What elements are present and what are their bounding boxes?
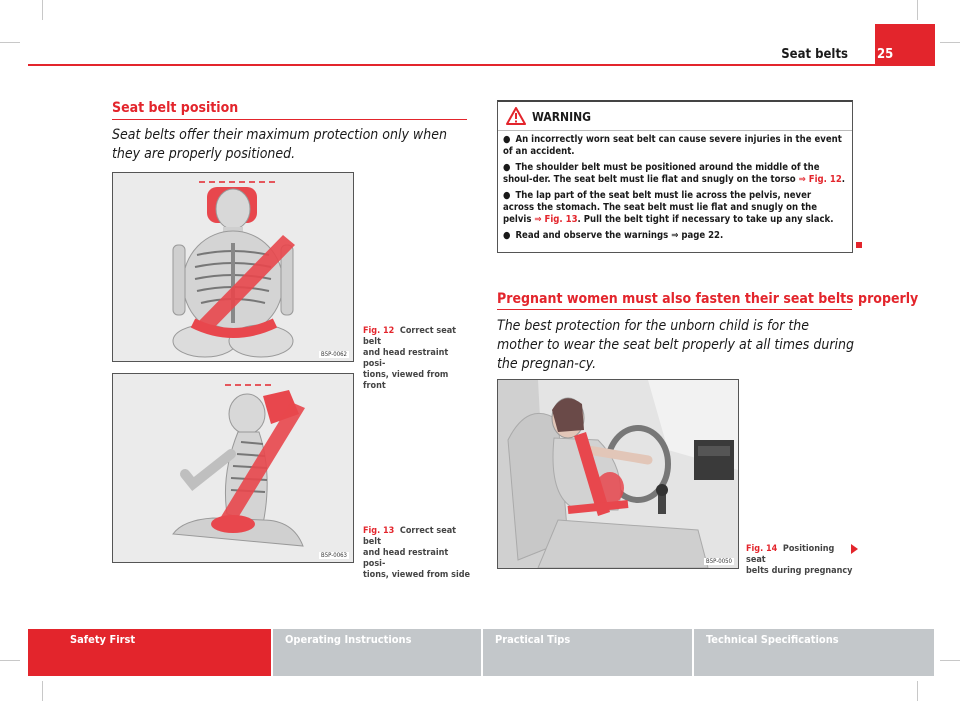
warning-header (498, 102, 852, 130)
figure-12-label: Fig. 12 (363, 326, 395, 336)
section-end-marker (856, 242, 862, 248)
footer-tab-safety-first[interactable] (28, 629, 271, 676)
caption-line: belts during pregnancy (746, 566, 853, 576)
caption-line: and head restraint posi- (363, 348, 449, 369)
figure-13-link[interactable]: ⇒ Fig. 13 (534, 214, 578, 225)
section-title-pregnant-women: Pregnant women must also fasten their seat belts properly (497, 291, 919, 307)
figure-13-side-view (112, 373, 354, 563)
warning-rule (498, 130, 852, 131)
continued-arrow-icon (851, 544, 858, 554)
warning-item: ● An incorrectly worn seat belt can cause severe injuries in the event of an accident. (503, 134, 842, 157)
figure-13-label: Fig. 13 (363, 526, 395, 536)
crop-mark (0, 42, 20, 43)
figure-12-front-view (112, 172, 354, 362)
section-lead-text: Seat belts offer their maximum protection only when they are properly positioned. (112, 127, 447, 162)
crop-mark (42, 681, 43, 701)
pregnant-driver-illustration (498, 380, 738, 568)
crop-mark (917, 681, 918, 701)
caption-line: Correct seat belt (363, 326, 457, 347)
figure-13-caption (363, 526, 473, 581)
section-rule (497, 309, 852, 310)
crop-mark (940, 42, 960, 43)
warning-item: ● The shoulder belt must be positioned around the middle of the shoul-der. The seat belt must lie flat and snugly on the torso ⇒ Fig. 12. (503, 162, 846, 185)
caption-line: tions, viewed from side (363, 570, 471, 580)
footer-tab-operating-instructions[interactable] (273, 629, 481, 676)
crop-mark (0, 660, 20, 661)
caption-line: Correct seat belt (363, 526, 457, 547)
figure-code: B5P-0050 (706, 558, 732, 565)
caption-line: tions, viewed from front (363, 370, 449, 391)
warning-title: WARNING (532, 110, 591, 124)
skeleton-front-illustration (113, 173, 353, 361)
warning-box (497, 100, 853, 253)
running-header-title: Seat belts (781, 47, 848, 62)
caption-line: and head restraint posi- (363, 548, 449, 569)
section-lead-text: The best protection for the unborn child is for the mother to wear the seat belt properly at all times during the pregnan-cy. (497, 318, 855, 372)
footer-tab-label: Operating Instructions (285, 633, 412, 646)
figure-12-link[interactable]: ⇒ Fig. 12 (798, 174, 842, 185)
crop-mark (42, 0, 43, 20)
footer-tab-label: Technical Specifications (706, 633, 839, 646)
warning-item: ● The lap part of the seat belt must lie across the pelvis, never across the stomach. The seat belt must lie flat and snugly on the pelvis ⇒ Fig. 13. Pull the belt tight if necessary to take up any slack. (503, 190, 834, 225)
caption-line: Positioning seat (746, 544, 835, 565)
section-title-seat-belt-position: Seat belt position (112, 100, 239, 116)
footer-tab-technical-specifications[interactable] (694, 629, 934, 676)
skeleton-side-illustration (113, 374, 353, 562)
section-rule (112, 119, 467, 120)
figure-14-caption (746, 544, 856, 577)
warning-item: ● Read and observe the warnings ⇒ page 22. (503, 230, 724, 241)
figure-14-pregnancy (497, 379, 739, 569)
figure-code: B5P-0063 (321, 552, 347, 559)
footer-tab-label: Safety First (70, 633, 136, 646)
figure-code: B5P-0062 (321, 351, 347, 358)
footer-tab-practical-tips[interactable] (483, 629, 692, 676)
footer-tab-label: Practical Tips (495, 633, 571, 646)
crop-mark (940, 660, 960, 661)
figure-14-label: Fig. 14 (746, 544, 778, 554)
crop-mark (917, 0, 918, 20)
figure-12-caption (363, 326, 473, 392)
header-rule (28, 64, 934, 66)
warning-list (503, 134, 845, 246)
warning-triangle-icon (506, 107, 526, 129)
page-number: 25 (877, 47, 894, 62)
